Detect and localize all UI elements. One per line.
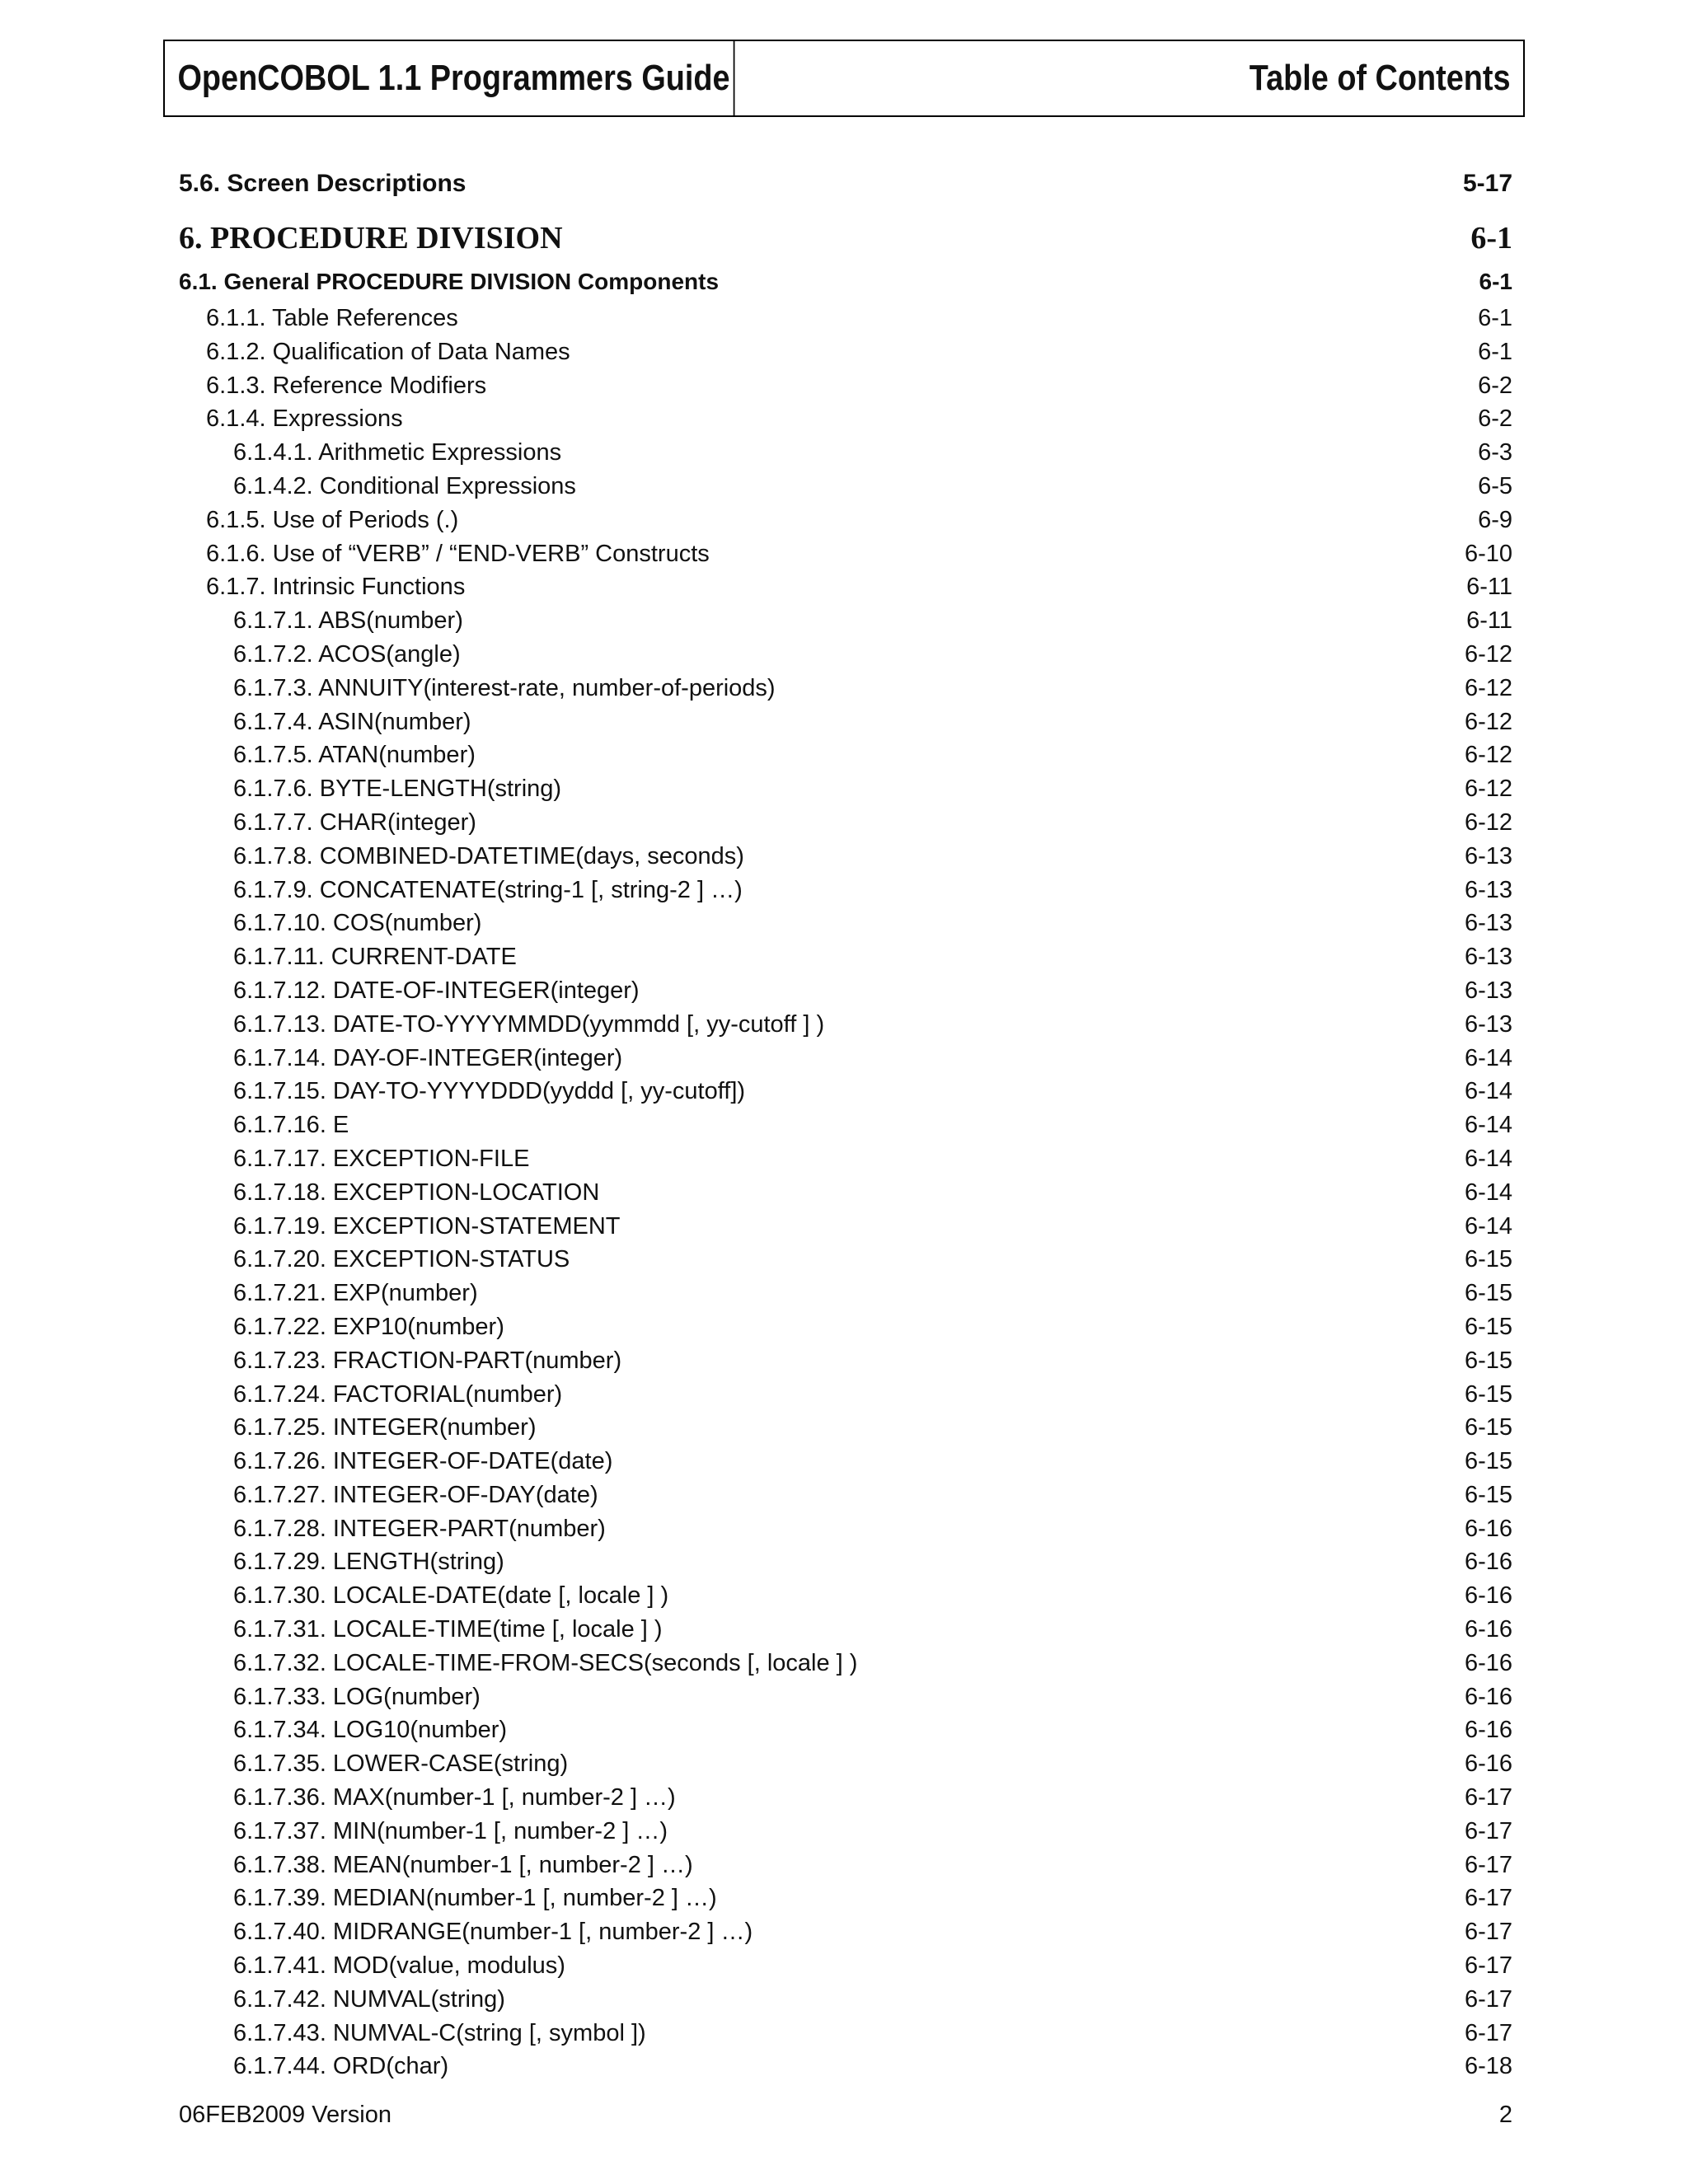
- toc-entry-page: 6-15: [1464, 1481, 1512, 1508]
- toc-entry[interactable]: [179, 1516, 1512, 1549]
- toc-entry-title: 6.1.7.15. DAY-TO-YYYYDDD(yyddd [, yy-cutoff]): [233, 1078, 746, 1105]
- toc-entry-page: 6-3: [1478, 439, 1512, 466]
- section-title-cell: [925, 41, 1523, 115]
- toc-entry[interactable]: [179, 1549, 1512, 1582]
- toc-entry-title: 6.1.7.31. LOCALE-TIME(time [, locale ] ): [233, 1616, 663, 1643]
- toc-entry[interactable]: [179, 211, 1512, 265]
- toc-entry-page: 6-2: [1478, 372, 1512, 399]
- toc-entry-title: 6.1.7.24. FACTORIAL(number): [233, 1380, 563, 1408]
- toc-entry-title: 6.1.7.40. MIDRANGE(number-1 [, number-2 ] …): [233, 1919, 753, 1946]
- toc-entry-title: 6. PROCEDURE DIVISION: [179, 221, 563, 255]
- page-number: 2: [1498, 2102, 1512, 2128]
- toc-entry-title: 6.1.3. Reference Modifiers: [206, 372, 487, 399]
- toc-entry[interactable]: [179, 1112, 1512, 1146]
- toc-entry[interactable]: [179, 977, 1512, 1011]
- toc-entry-title: 6.1.7.27. INTEGER-OF-DAY(date): [233, 1481, 598, 1508]
- toc-entry[interactable]: [179, 1078, 1512, 1112]
- toc-entry-page: 6-14: [1464, 1044, 1512, 1071]
- toc-entry-title: 6.1.7.25. INTEGER(number): [233, 1414, 537, 1441]
- toc-entry-page: 6-5: [1478, 472, 1512, 499]
- toc-entry-page: 6-16: [1464, 1750, 1512, 1778]
- toc-entry[interactable]: [179, 675, 1512, 709]
- toc-entry-title: 6.1.6. Use of “VERB” / “END-VERB” Constructs: [206, 540, 710, 567]
- toc-entry[interactable]: [179, 1852, 1512, 1886]
- toc-entry[interactable]: [179, 809, 1512, 843]
- toc-entry-page: 6-11: [1466, 574, 1512, 601]
- toc-entry-page: 6-12: [1464, 674, 1512, 701]
- toc-entry-title: 6.1.7.29. LENGTH(string): [233, 1549, 504, 1576]
- toc-entry[interactable]: [179, 1280, 1512, 1314]
- toc-entry[interactable]: [179, 1448, 1512, 1482]
- toc-entry[interactable]: [179, 877, 1512, 911]
- toc-entry[interactable]: [179, 1045, 1512, 1079]
- toc-entry-title: 6.1.7.22. EXP10(number): [233, 1313, 504, 1340]
- toc-entry-page: 6-17: [1464, 1952, 1512, 1980]
- toc-entry[interactable]: [179, 2020, 1512, 2054]
- toc-entry[interactable]: [179, 1011, 1512, 1045]
- toc-entry-title: 6.1.7.39. MEDIAN(number-1 [, number-2 ] …): [233, 1885, 717, 1912]
- toc-entry-page: 6-16: [1464, 1549, 1512, 1576]
- toc-entry-title: 6.1.7.9. CONCATENATE(string-1 [, string-2 ] …): [233, 876, 743, 903]
- page-footer: [179, 2102, 1512, 2129]
- version-label: 06FEB2009 Version: [179, 2102, 392, 2128]
- toc-entry-title: 6.1.7.11. CURRENT-DATE: [233, 944, 517, 971]
- toc-entry[interactable]: [179, 910, 1512, 944]
- toc-entry[interactable]: [179, 1919, 1512, 1952]
- toc-entry-page: 6-18: [1464, 2053, 1512, 2080]
- toc-entry-title: 6.1.7.19. EXCEPTION-STATEMENT: [233, 1212, 621, 1240]
- toc-entry-title: 6.1.7.43. NUMVAL-C(string [, symbol ]): [233, 2019, 646, 2046]
- toc-entry-page: 6-14: [1464, 1145, 1512, 1172]
- toc-entry[interactable]: [179, 944, 1512, 977]
- toc-entry-title: 6.1.7.36. MAX(number-1 [, number-2 ] …): [233, 1784, 676, 1811]
- toc-entry-title: 5.6. Screen Descriptions: [179, 170, 467, 197]
- toc-entry[interactable]: [179, 1885, 1512, 1919]
- toc-entry[interactable]: [179, 776, 1512, 809]
- toc-entry[interactable]: [179, 1750, 1512, 1784]
- toc-entry[interactable]: [179, 1381, 1512, 1415]
- toc-entry-page: 6-15: [1464, 1414, 1512, 1441]
- table-of-contents: [179, 170, 1512, 2087]
- toc-entry-page: 6-15: [1464, 1347, 1512, 1374]
- toc-entry[interactable]: [179, 170, 1512, 211]
- toc-entry-title: 6.1.7.18. EXCEPTION-LOCATION: [233, 1179, 600, 1206]
- toc-entry-title: 6.1.4. Expressions: [206, 405, 403, 433]
- toc-entry-page: 6-14: [1464, 1212, 1512, 1240]
- toc-entry-title: 6.1.7.1. ABS(number): [233, 607, 463, 635]
- toc-entry-title: 6.1.7.20. EXCEPTION-STATUS: [233, 1246, 570, 1273]
- toc-entry[interactable]: [179, 843, 1512, 877]
- toc-entry-title: 6.1.7.32. LOCALE-TIME-FROM-SECS(seconds [, locale ] ): [233, 1649, 858, 1676]
- toc-entry-title: 6.1.7.6. BYTE-LENGTH(string): [233, 776, 562, 803]
- toc-entry-page: 6-12: [1464, 742, 1512, 769]
- toc-entry[interactable]: [179, 1213, 1512, 1247]
- toc-entry-title: 6.1.7.2. ACOS(angle): [233, 640, 461, 668]
- toc-entry-page: 6-15: [1464, 1380, 1512, 1408]
- toc-entry-page: 6-16: [1464, 1582, 1512, 1610]
- toc-entry-page: 6-17: [1464, 1919, 1512, 1946]
- toc-entry[interactable]: [179, 2053, 1512, 2087]
- toc-entry-page: 6-10: [1464, 540, 1512, 567]
- toc-entry-page: 6-14: [1464, 1179, 1512, 1206]
- toc-entry[interactable]: [179, 439, 1512, 473]
- toc-entry-page: 6-15: [1464, 1448, 1512, 1475]
- toc-entry-title: 6.1.7.4. ASIN(number): [233, 708, 471, 735]
- toc-entry-title: 6.1.7.44. ORD(char): [233, 2053, 449, 2080]
- toc-entry-title: 6.1. General PROCEDURE DIVISION Components: [179, 269, 720, 294]
- toc-entry[interactable]: [179, 1146, 1512, 1179]
- toc-entry-title: 6.1.7.16. E: [233, 1112, 349, 1139]
- toc-entry[interactable]: [179, 574, 1512, 607]
- toc-entry-page: 6-12: [1464, 776, 1512, 803]
- toc-entry-page: 6-13: [1464, 910, 1512, 937]
- toc-entry[interactable]: [179, 305, 1512, 339]
- toc-entry-page: 5-17: [1462, 170, 1512, 197]
- toc-entry[interactable]: [179, 1582, 1512, 1616]
- toc-entry-title: 6.1.7.30. LOCALE-DATE(date [, locale ] ): [233, 1582, 669, 1610]
- toc-entry-title: 6.1.7.41. MOD(value, modulus): [233, 1952, 565, 1980]
- toc-entry-page: 6-13: [1464, 1010, 1512, 1038]
- document-title-cell: [165, 41, 734, 115]
- page-header: [163, 40, 1525, 117]
- toc-entry-title: 6.1.7.37. MIN(number-1 [, number-2 ] …): [233, 1817, 668, 1844]
- toc-entry-page: 6-14: [1464, 1112, 1512, 1139]
- toc-entry-page: 6-15: [1464, 1246, 1512, 1273]
- toc-entry[interactable]: [179, 541, 1512, 574]
- toc-entry-page: 6-17: [1464, 1784, 1512, 1811]
- toc-entry[interactable]: [179, 1818, 1512, 1852]
- toc-entry-title: 6.1.5. Use of Periods (.): [206, 506, 459, 533]
- document-title: OpenCOBOL 1.1 Programmers Guide: [177, 58, 730, 98]
- toc-entry[interactable]: [179, 405, 1512, 439]
- toc-entry[interactable]: [179, 1314, 1512, 1347]
- toc-entry-page: 6-13: [1464, 944, 1512, 971]
- toc-entry[interactable]: [179, 1684, 1512, 1718]
- toc-entry[interactable]: [179, 1717, 1512, 1750]
- toc-entry-title: 6.1.7.5. ATAN(number): [233, 742, 476, 769]
- toc-entry[interactable]: [179, 339, 1512, 373]
- toc-entry-page: 6-17: [1464, 1817, 1512, 1844]
- toc-entry-title: 6.1.7.42. NUMVAL(string): [233, 1985, 505, 2013]
- toc-entry-page: 6-13: [1464, 876, 1512, 903]
- toc-entry-title: 6.1.7.35. LOWER-CASE(string): [233, 1750, 569, 1778]
- toc-entry-title: 6.1.7.28. INTEGER-PART(number): [233, 1515, 606, 1542]
- toc-entry-page: 6-17: [1464, 1985, 1512, 2013]
- toc-entry[interactable]: [179, 1986, 1512, 2020]
- toc-entry-page: 6-1: [1479, 269, 1512, 294]
- toc-entry-page: 6-15: [1464, 1313, 1512, 1340]
- toc-entry-page: 6-17: [1464, 1885, 1512, 1912]
- toc-entry-page: 6-9: [1478, 506, 1512, 533]
- toc-entry-title: 6.1.7. Intrinsic Functions: [206, 574, 466, 601]
- toc-entry-title: 6.1.7.12. DATE-OF-INTEGER(integer): [233, 977, 640, 1004]
- section-title: Table of Contents: [1249, 58, 1511, 98]
- toc-entry-title: 6.1.7.8. COMBINED-DATETIME(days, seconds): [233, 842, 744, 869]
- toc-entry[interactable]: [179, 1347, 1512, 1381]
- toc-entry-page: 6-17: [1464, 2019, 1512, 2046]
- toc-entry[interactable]: [179, 473, 1512, 507]
- toc-entry-page: 6-12: [1464, 640, 1512, 668]
- toc-entry-page: 6-12: [1464, 808, 1512, 836]
- toc-entry[interactable]: [179, 641, 1512, 675]
- toc-entry-page: 6-14: [1464, 1078, 1512, 1105]
- toc-entry[interactable]: [179, 1482, 1512, 1516]
- toc-entry[interactable]: [179, 1650, 1512, 1684]
- toc-entry-title: 6.1.7.7. CHAR(integer): [233, 808, 476, 836]
- toc-entry[interactable]: [179, 265, 1512, 305]
- toc-entry-title: 6.1.7.13. DATE-TO-YYYYMMDD(yymmdd [, yy-cutoff ] ): [233, 1010, 825, 1038]
- toc-entry-page: 6-11: [1466, 607, 1512, 635]
- toc-entry-title: 6.1.4.2. Conditional Expressions: [233, 472, 576, 499]
- toc-entry[interactable]: [179, 1246, 1512, 1280]
- toc-entry[interactable]: [179, 373, 1512, 406]
- toc-entry-page: 6-15: [1464, 1280, 1512, 1307]
- toc-entry-title: 6.1.7.10. COS(number): [233, 910, 482, 937]
- toc-entry[interactable]: [179, 1952, 1512, 1986]
- toc-entry-page: 6-1: [1478, 338, 1512, 365]
- toc-entry-title: 6.1.7.21. EXP(number): [233, 1280, 478, 1307]
- toc-entry[interactable]: [179, 1616, 1512, 1650]
- toc-entry[interactable]: [179, 709, 1512, 743]
- toc-entry-title: 6.1.7.33. LOG(number): [233, 1683, 481, 1710]
- toc-entry-page: 6-13: [1464, 977, 1512, 1004]
- toc-entry-title: 6.1.7.14. DAY-OF-INTEGER(integer): [233, 1044, 623, 1071]
- toc-entry-page: 6-1: [1470, 221, 1512, 255]
- toc-entry-page: 6-16: [1464, 1683, 1512, 1710]
- toc-entry[interactable]: [179, 742, 1512, 776]
- toc-entry-title: 6.1.7.17. EXCEPTION-FILE: [233, 1145, 530, 1172]
- toc-entry-title: 6.1.7.3. ANNUITY(interest-rate, number-of-periods): [233, 674, 776, 701]
- toc-entry-page: 6-16: [1464, 1515, 1512, 1542]
- toc-entry-page: 6-17: [1464, 1851, 1512, 1878]
- toc-entry-title: 6.1.7.23. FRACTION-PART(number): [233, 1347, 622, 1374]
- toc-entry-page: 6-1: [1478, 305, 1512, 331]
- toc-entry[interactable]: [179, 1784, 1512, 1818]
- toc-entry-title: 6.1.7.26. INTEGER-OF-DATE(date): [233, 1448, 613, 1475]
- toc-entry-page: 6-16: [1464, 1717, 1512, 1744]
- toc-entry-title: 6.1.1. Table References: [206, 305, 458, 331]
- toc-entry-page: 6-16: [1464, 1616, 1512, 1643]
- toc-entry[interactable]: [179, 1179, 1512, 1213]
- toc-entry[interactable]: [179, 607, 1512, 641]
- toc-entry-page: 6-2: [1478, 405, 1512, 433]
- toc-entry[interactable]: [179, 507, 1512, 541]
- toc-entry-title: 6.1.7.38. MEAN(number-1 [, number-2 ] …): [233, 1851, 693, 1878]
- toc-entry-title: 6.1.7.34. LOG10(number): [233, 1717, 508, 1744]
- toc-entry[interactable]: [179, 1414, 1512, 1448]
- toc-entry-title: 6.1.4.1. Arithmetic Expressions: [233, 439, 562, 466]
- toc-entry-page: 6-13: [1464, 842, 1512, 869]
- toc-entry-title: 6.1.2. Qualification of Data Names: [206, 338, 570, 365]
- toc-entry-page: 6-12: [1464, 708, 1512, 735]
- toc-entry-page: 6-16: [1464, 1649, 1512, 1676]
